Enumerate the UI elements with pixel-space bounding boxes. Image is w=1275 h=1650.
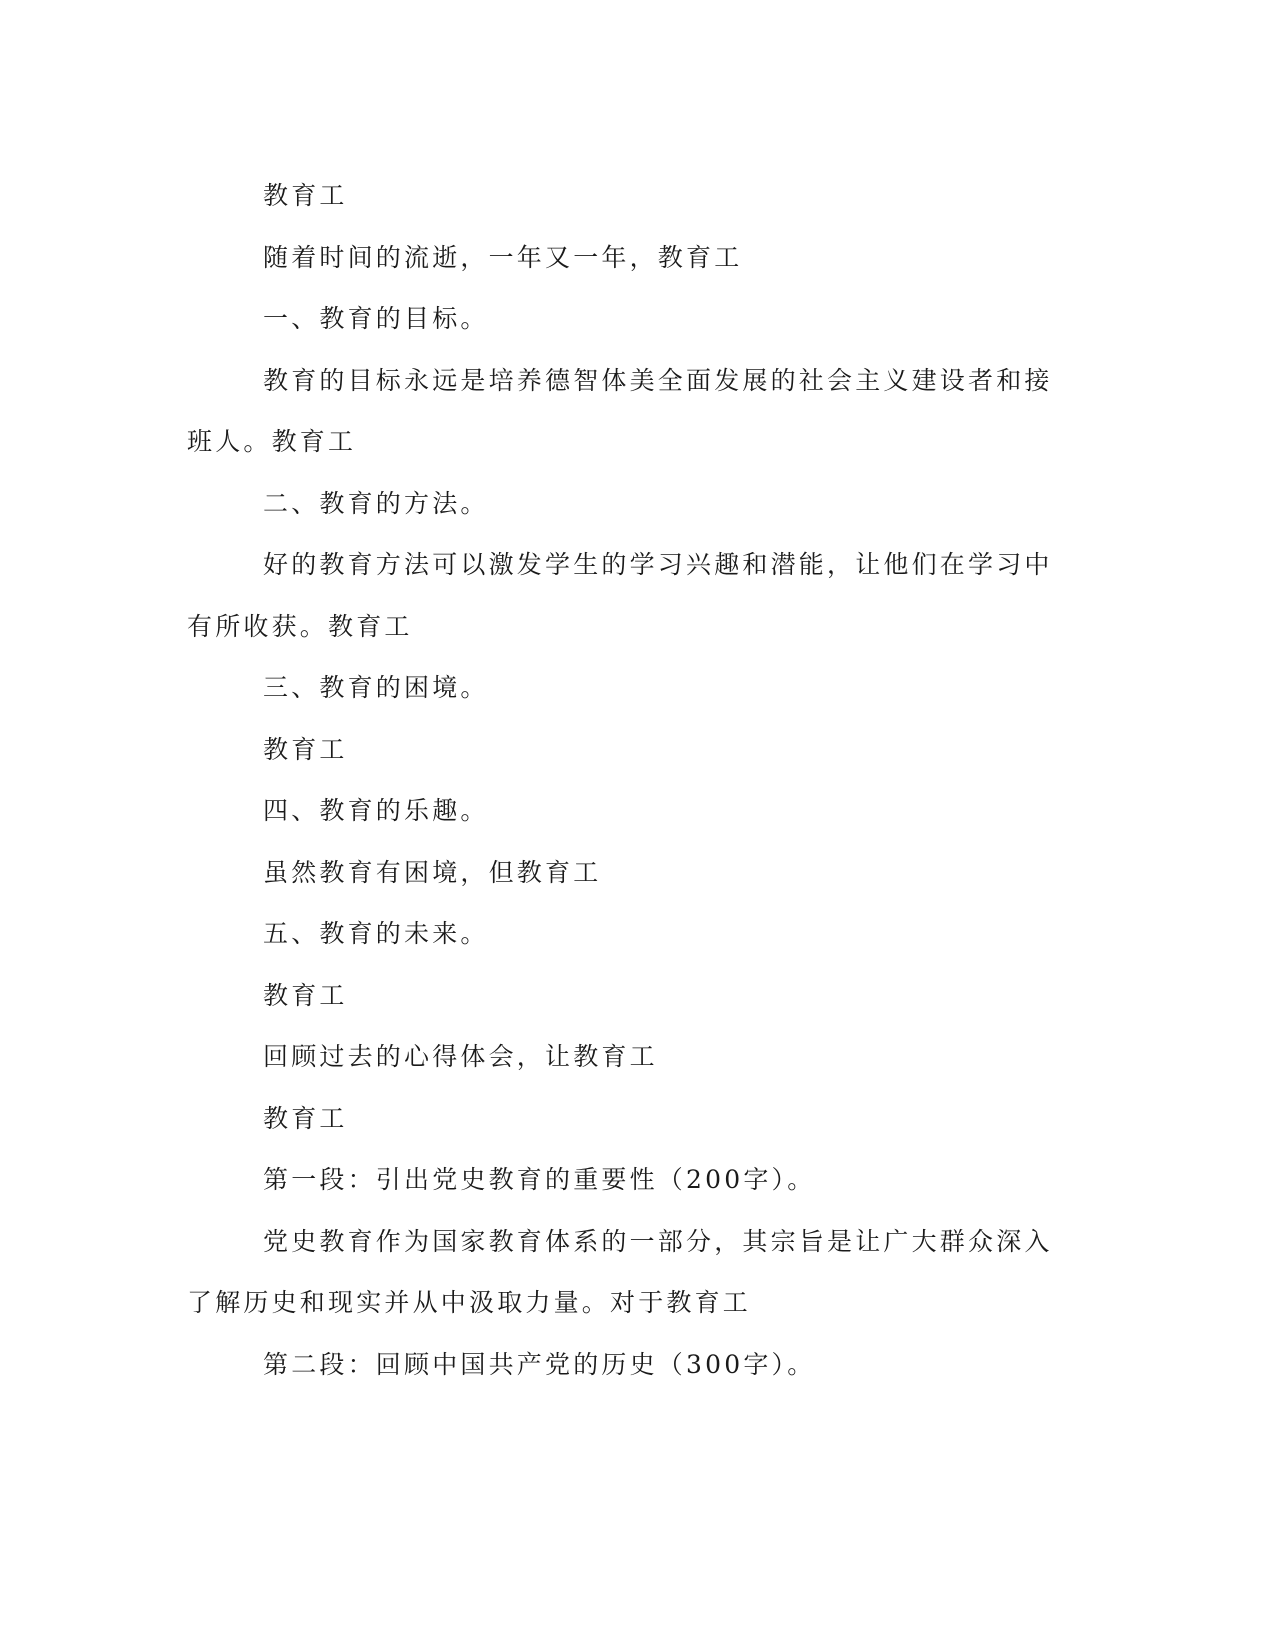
section-heading: 一、教育的目标。 xyxy=(263,304,489,333)
paragraph: 好的教育方法可以激发学生的学习兴趣和潜能，让他们在学习中有所收获。教育工 xyxy=(187,550,1053,641)
section-heading: 第二段：回顾中国共产党的历史（300字）。 xyxy=(263,1349,816,1379)
paragraph: 虽然教育有困境，但教育工 xyxy=(263,857,602,887)
paragraph: 教育工 xyxy=(263,181,348,210)
section-heading: 四、教育的乐趣。 xyxy=(263,796,489,825)
paragraph: 教育工 xyxy=(263,734,348,764)
document-body xyxy=(187,165,1067,1395)
paragraph: 教育的目标永远是培养德智体美全面发展的社会主义建设者和接班人。教育工 xyxy=(187,365,1053,456)
section-heading: 三、教育的困境。 xyxy=(263,673,489,702)
section-heading: 五、教育的未来。 xyxy=(263,919,489,948)
paragraph: 回顾过去的心得体会，让教育工 xyxy=(263,1042,658,1071)
section-heading: 二、教育的方法。 xyxy=(263,488,489,518)
paragraph: 教育工 xyxy=(263,1103,348,1133)
paragraph: 随着时间的流逝，一年又一年，教育工 xyxy=(263,242,743,272)
paragraph: 教育工 xyxy=(263,980,348,1010)
section-heading: 第一段：引出党史教育的重要性（200字）。 xyxy=(263,1165,816,1194)
paragraph: 党史教育作为国家教育体系的一部分，其宗旨是让广大群众深入了解历史和现实并从中汲取力量。对于教育工 xyxy=(187,1226,1053,1317)
